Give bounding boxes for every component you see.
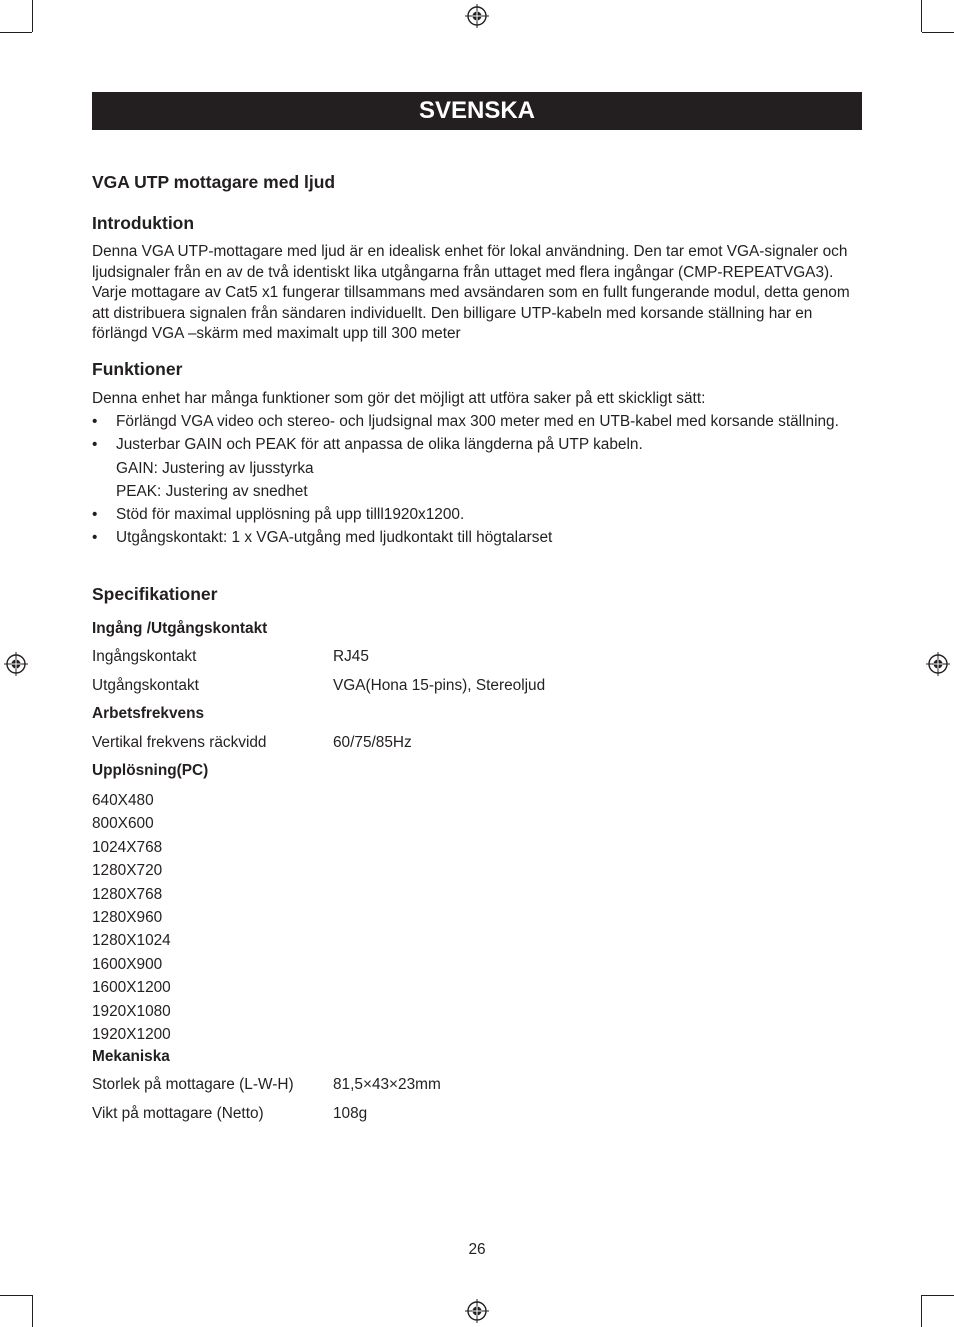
- functions-lead: Denna enhet har många funktioner som gör det möjligt att utföra saker på ett skickligt sätt:: [92, 390, 706, 407]
- list-item: 1280X768: [92, 885, 163, 903]
- list-item: [92, 412, 864, 433]
- list-item: 1920X1080: [92, 1002, 171, 1020]
- list-item: 1600X900: [92, 955, 163, 973]
- spec-label: Storlek på mottagare (L-W-H): [92, 1076, 294, 1093]
- crop-mark-bottom-right-v: [921, 1295, 922, 1327]
- intro-heading: Introduktion: [92, 213, 195, 233]
- list-item-text: Justerbar GAIN och PEAK för att anpassa de olika längderna på UTP kabeln.: [116, 436, 643, 454]
- list-item: 800X600: [92, 815, 154, 833]
- spec-label: Ingångskontakt: [92, 648, 197, 665]
- list-item: [92, 528, 864, 549]
- bullet-icon: •: [92, 506, 98, 524]
- crop-mark-top-left-h: [0, 32, 32, 33]
- intro-text: Denna VGA UTP-mottagare med ljud är en idealisk enhet för lokal användning. Den tar emot VGA-signaler och ljudsignaler från en av de två identiskt lika utgångarna från uttaget med flera ingångar (CMP-REPEATVGA3). Varje mottagare av Cat5 x1 fungerar tillsammans med avsändaren som en fullt fungerande modul, detta genom att distribuera signalen från sändaren individuellt. Den billigare UTP-kabeln med korsande ställning har en förlängd VGA –skärm med maximalt upp till 300 meter: [92, 243, 850, 343]
- list-item: 1920X1200: [92, 1026, 171, 1044]
- specs-heading: Specifikationer: [92, 584, 218, 604]
- list-subitem: PEAK: Justering av snedhet: [116, 483, 308, 501]
- spec-category-io: Ingång /Utgångskontakt: [92, 620, 268, 637]
- registration-mark-bottom-icon: [465, 1299, 489, 1323]
- spec-value: VGA(Hona 15-pins), Stereoljud: [333, 677, 546, 694]
- language-banner: SVENSKA: [92, 92, 862, 130]
- list-item: 1280X1024: [92, 932, 171, 950]
- spec-value: RJ45: [333, 648, 369, 665]
- bullet-icon: •: [92, 436, 98, 454]
- list-item: [92, 505, 864, 526]
- resolution-list: [92, 789, 171, 1046]
- spec-category-resolution: Upplösning(PC): [92, 762, 209, 779]
- crop-mark-bottom-left-v: [32, 1295, 33, 1327]
- list-item: [92, 435, 864, 503]
- crop-mark-bottom-right-h: [922, 1295, 954, 1296]
- list-item-text: Stöd för maximal upplösning på upp tilll1920x1200.: [116, 506, 465, 524]
- crop-mark-bottom-left-h: [0, 1295, 32, 1296]
- bullet-icon: •: [92, 529, 98, 547]
- list-item: 1600X1200: [92, 979, 171, 997]
- spec-category-frequency: Arbetsfrekvens: [92, 705, 205, 722]
- registration-mark-right-icon: [926, 652, 950, 676]
- registration-mark-left-icon: [4, 652, 28, 676]
- product-title: VGA UTP mottagare med ljud: [92, 172, 336, 192]
- functions-list: [92, 412, 864, 552]
- list-item-text: Förlängd VGA video och stereo- och ljudsignal max 300 meter med en UTB-kabel med korsande ställning.: [116, 413, 839, 430]
- list-item: 640X480: [92, 792, 154, 809]
- list-item-text: Utgångskontakt: 1 x VGA-utgång med ljudkontakt till högtalarset: [116, 529, 553, 547]
- registration-mark-top-icon: [465, 4, 489, 28]
- spec-label: Vikt på mottagare (Netto): [92, 1105, 264, 1122]
- spec-value: 60/75/85Hz: [333, 734, 412, 751]
- list-item: 1280X960: [92, 909, 163, 927]
- list-item: 1024X768: [92, 838, 163, 856]
- spec-category-mechanical: Mekaniska: [92, 1048, 170, 1065]
- list-subitem: GAIN: Justering av ljusstyrka: [116, 459, 314, 477]
- bullet-icon: •: [92, 413, 98, 430]
- functions-heading: Funktioner: [92, 359, 183, 379]
- list-item: 1280X720: [92, 862, 163, 880]
- crop-mark-top-right-v: [921, 0, 922, 32]
- spec-label: Utgångskontakt: [92, 677, 199, 694]
- spec-value: 108g: [333, 1105, 368, 1122]
- spec-label: Vertikal frekvens räckvidd: [92, 734, 267, 751]
- spec-value: 81,5×43×23mm: [333, 1076, 441, 1093]
- crop-mark-top-left-v: [32, 0, 33, 32]
- page-number: 26: [468, 1241, 486, 1258]
- crop-mark-top-right-h: [922, 32, 954, 33]
